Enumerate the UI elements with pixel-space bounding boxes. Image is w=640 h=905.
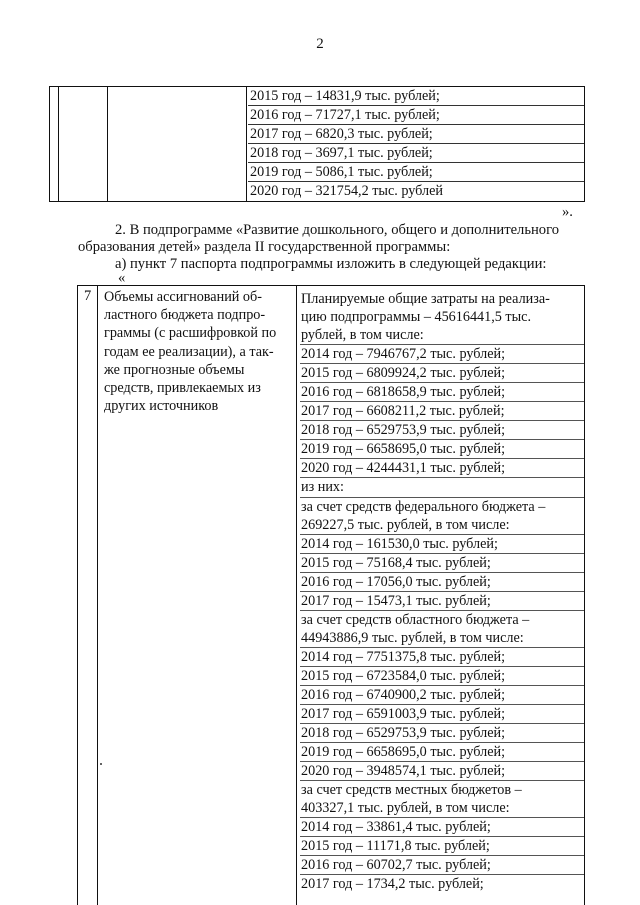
description-line: Объемы ассигнований об- <box>104 289 262 305</box>
value-line: 2017 год – 6608211,2 тыс. рублей; <box>300 402 584 421</box>
value-line: 2014 год – 7946767,2 тыс. рублей; <box>300 345 584 364</box>
continuation-table <box>49 86 585 202</box>
value-line: за счет средств федерального бюджета – <box>301 498 546 515</box>
description-line: же прогнозные объемы <box>104 361 245 378</box>
value-line: 2018 год – 6529753,9 тыс. рублей; <box>300 421 584 440</box>
value-line: 2016 год – 17056,0 тыс. рублей; <box>300 573 584 592</box>
table-divider <box>296 286 297 905</box>
value-line: 2015 год – 11171,8 тыс. рублей; <box>300 837 584 856</box>
value-line: 2016 год – 6740900,2 тыс. рублей; <box>300 686 584 705</box>
description-line: граммы (с расшифровкой по <box>104 325 277 342</box>
paragraph-2-line-1: 2. В подпрограмме «Развитие дошкольного, общего и дополнительного <box>115 222 560 238</box>
table-divider <box>58 87 59 201</box>
value-line: 2014 год – 33861,4 тыс. рублей; <box>300 818 584 837</box>
value-line: 403327,1 тыс. рублей, в том числе: <box>300 799 584 818</box>
value-line: 2016 год – 6818658,9 тыс. рублей; <box>300 383 584 402</box>
value-line: 2015 год – 75168,4 тыс. рублей; <box>300 554 584 573</box>
value-line: Планируемые общие затраты на реализа- <box>301 291 550 307</box>
description-line: годам ее реализации), а так- <box>104 343 274 360</box>
budget-line: 2018 год – 3697,1 тыс. рублей; <box>248 144 584 163</box>
value-line: 2019 год – 6658695,0 тыс. рублей; <box>300 743 584 762</box>
value-line: за счет средств областного бюджета – <box>301 611 530 628</box>
description-line: других источников <box>104 398 219 415</box>
value-line: 2014 год – 7751375,8 тыс. рублей; <box>300 648 584 667</box>
table-divider <box>107 87 108 201</box>
budget-line: 2019 год – 5086,1 тыс. рублей; <box>248 163 584 182</box>
opening-quote: « <box>118 270 126 286</box>
value-line: 2016 год – 60702,7 тыс. рублей; <box>300 856 584 875</box>
value-line: 2020 год – 3948574,1 тыс. рублей; <box>300 762 584 781</box>
value-line: 44943886,9 тыс. рублей, в том числе: <box>300 629 584 648</box>
description-line: средств, привлекаемых из <box>104 380 261 397</box>
closing-quote: ». <box>562 204 573 220</box>
budget-line: 2017 год – 6820,3 тыс. рублей; <box>248 125 584 144</box>
row-description <box>104 288 296 415</box>
scan-dot <box>100 763 102 765</box>
description-line: ластного бюджета подпро- <box>104 307 266 324</box>
value-line: 2019 год – 6658695,0 тыс. рублей; <box>300 440 584 459</box>
value-line: 2017 год – 6591003,9 тыс. рублей; <box>300 705 584 724</box>
budget-line: 2015 год – 14831,9 тыс. рублей; <box>248 87 584 106</box>
value-line: 2015 год – 6809924,2 тыс. рублей; <box>300 364 584 383</box>
budget-line: 2016 год – 71727,1 тыс. рублей; <box>248 106 584 125</box>
continuation-values <box>248 87 584 201</box>
value-line: 269227,5 тыс. рублей, в том числе: <box>300 516 584 535</box>
table-divider <box>246 87 247 201</box>
value-line: 2018 год – 6529753,9 тыс. рублей; <box>300 724 584 743</box>
budget-line: 2020 год – 321754,2 тыс. рублей <box>250 183 443 200</box>
value-line: 2015 год – 6723584,0 тыс. рублей; <box>300 667 584 686</box>
value-line: цию подпрограммы – 45616441,5 тыс. <box>301 309 532 326</box>
value-line: 2014 год – 161530,0 тыс. рублей; <box>300 535 584 554</box>
paragraph-a: а) пункт 7 паспорта подпрограммы изложить в следующей редакции: <box>115 256 547 272</box>
value-line: рублей, в том числе: <box>300 326 584 345</box>
row-number: 7 <box>84 288 92 304</box>
value-line: 2017 год – 1734,2 тыс. рублей; <box>301 876 484 893</box>
paragraph-2-line-2: образования детей» раздела II государственной программы: <box>78 239 451 255</box>
value-line: из них: <box>300 478 584 497</box>
row-values <box>300 290 584 894</box>
page-number: 2 <box>316 36 324 52</box>
value-line: 2020 год – 4244431,1 тыс. рублей; <box>300 459 584 478</box>
table-divider <box>97 286 98 905</box>
value-line: 2017 год – 15473,1 тыс. рублей; <box>300 592 584 611</box>
value-line: за счет средств местных бюджетов – <box>301 782 522 799</box>
